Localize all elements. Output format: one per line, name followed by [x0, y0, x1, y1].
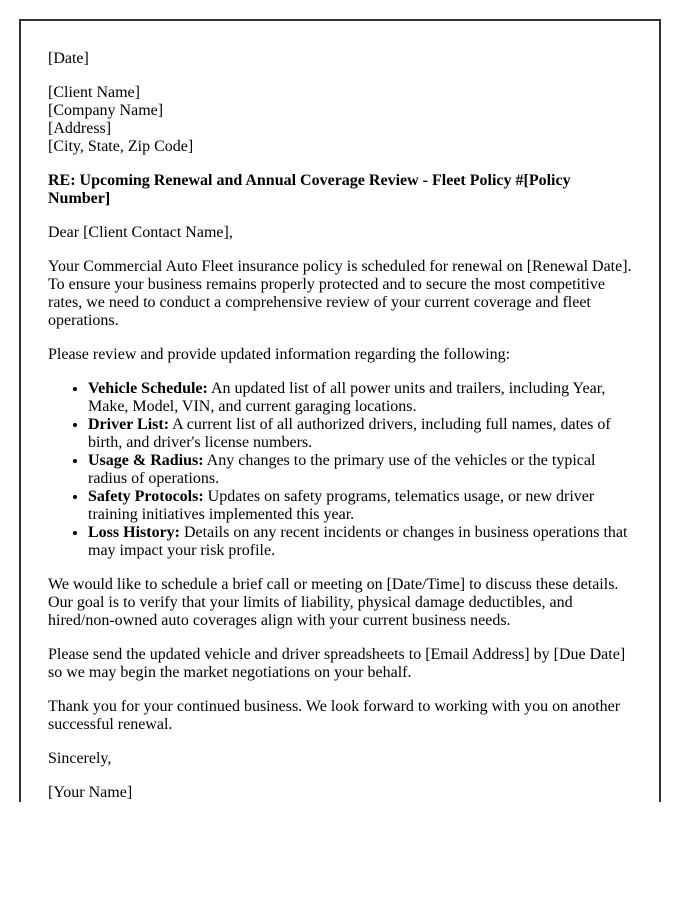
- bullet-label: Vehicle Schedule:: [88, 380, 208, 397]
- recipient-company-name: [Company Name]: [48, 102, 164, 119]
- recipient-client-name: [Client Name]: [48, 84, 140, 101]
- paragraph-thanks: Thank you for your continued business. We look forward to working with you on another successful renewal.: [48, 698, 621, 733]
- recipient-city-state-zip: [City, State, Zip Code]: [48, 138, 194, 155]
- subject-line: RE: Upcoming Renewal and Annual Coverage Review - Fleet Policy #[Policy Number]: [48, 172, 571, 207]
- bullet-label: Safety Protocols:: [88, 488, 204, 505]
- bullet-text: Any changes to the primary use of the vehicles or the typical radius of operations.: [88, 452, 596, 487]
- signature-name: [Your Name]: [48, 784, 133, 801]
- closing: Sincerely,: [48, 750, 112, 767]
- bullet-text: Details on any recent incidents or changes in business operations that may impact your risk profile.: [88, 524, 628, 559]
- bullet-item-usage-radius: [88, 452, 633, 488]
- recipient-address: [Address]: [48, 120, 112, 137]
- paragraph-send-request: Please send the updated vehicle and driver spreadsheets to [Email Address] by [Due Date] so we may begin the market negotiations on your behalf.: [48, 646, 626, 681]
- salutation: Dear [Client Contact Name],: [48, 224, 233, 241]
- bullet-text: Updates on safety programs, telematics usage, or new driver training initiatives implemented this year.: [88, 488, 595, 523]
- bullet-item-safety-protocols: [88, 488, 633, 524]
- letter-page: [19, 19, 661, 802]
- bullet-item-vehicle-schedule: [88, 380, 633, 416]
- bullet-item-driver-list: [88, 416, 633, 452]
- bullet-label: Loss History:: [88, 524, 180, 541]
- requirements-list: [48, 380, 633, 560]
- recipient-block: [48, 84, 633, 156]
- date-placeholder: [Date]: [48, 50, 89, 67]
- bullet-text: A current list of all authorized drivers, including full names, dates of birth, and driver's license numbers.: [88, 416, 611, 451]
- paragraph-intro: Your Commercial Auto Fleet insurance policy is scheduled for renewal on [Renewal Date]. To ensure your business remains properly protected and to secure the most competitive rates, we need to conduct a comprehensive review of your current coverage and fleet operations.: [48, 258, 632, 329]
- paragraph-review-request: Please review and provide updated information regarding the following:: [48, 346, 511, 363]
- paragraph-meeting: We would like to schedule a brief call or meeting on [Date/Time] to discuss these details. Our goal is to verify that your limits of liability, physical damage deductibles, and hired/non-owned auto coverages align with your current business needs.: [48, 576, 619, 629]
- bullet-label: Driver List:: [88, 416, 170, 433]
- bullet-label: Usage & Radius:: [88, 452, 204, 469]
- bullet-item-loss-history: [88, 524, 633, 560]
- bullet-text: An updated list of all power units and trailers, including Year, Make, Model, VIN, and current garaging locations.: [88, 380, 606, 415]
